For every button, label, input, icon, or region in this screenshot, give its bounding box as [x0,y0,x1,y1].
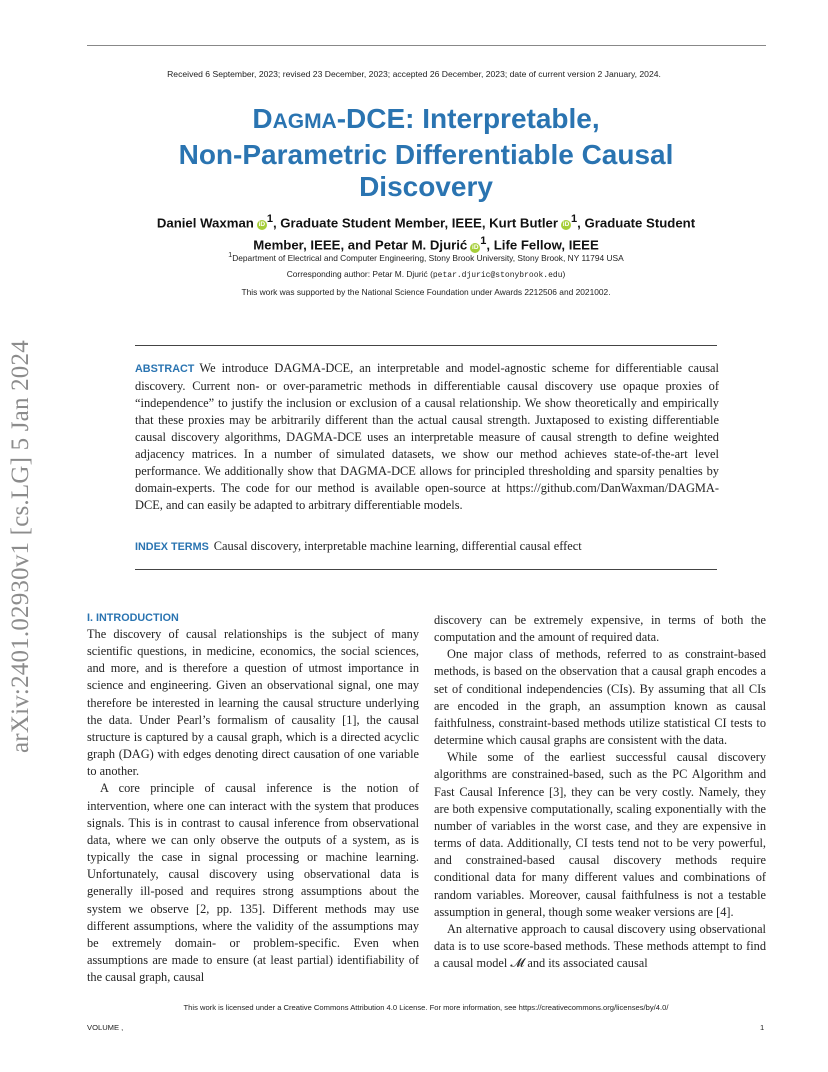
abstract-text: We introduce DAGMA-DCE, an interpretable and model-agnostic scheme for differentiable causal discovery. Current non- or over-parametric methods in differentiable causal discovery use opaque proxies of “independence” to justify the inclusion or exclusion of a causal relationship. We show theoretically and empirically that these proxies may be arbitrarily different than the actual causal strength. Juxtaposed to existing differentiable causal discovery algorithms, DAGMA-DCE uses an interpretable measure of causal strength to define weighted adjacency matrices. In a number of simulated datasets, we show our method achieves state-of-the-art level performance. We additionally show that DAGMA-DCE allows for principled thresholding and sparsity penalties by domain-experts. The code for our method is available open-source at https://github.com/DanWaxman/DAGMA-DCE, and can easily be adapted to arbitrary differentiable models. [135,361,719,513]
abstract-top-rule [135,345,717,346]
page-number: 1 [760,1023,765,1032]
left-column [87,611,419,986]
abstract-bottom-rule [135,569,717,570]
author-name: Daniel Waxman [156,215,254,231]
affiliation-mark: 1 [228,252,233,259]
paper-title [0,103,828,204]
orcid-icon[interactable]: iD [562,221,570,229]
author-affiliation-mark: 1 [266,213,273,225]
funding-note: This work was supported by the National Science Foundation under Awards 2212506 and 2021002. [241,287,611,297]
author-role: , Graduate Student Member, IEEE, [272,215,486,231]
title-prefix-smallcaps: AGMA [272,110,337,133]
corresponding-email[interactable]: petar.djuric@stonybrook.edu [432,271,563,280]
abstract [135,360,719,514]
abstract-label: ABSTRACT [135,363,195,375]
corresponding-author [0,269,828,280]
author-affiliation-mark: 1 [480,235,487,248]
body-paragraph: The discovery of causal relationships is the subject of many scientific questions, in medicine, economics, the social sciences, and more, and is therefore a question of utmost importance in science and engineering. Given an observational signal, one may therefore be interested in learning the causal structure underlying the data. Under Pearl’s formalism of causality [1], the causal structure is captured by a causal graph, which is a directed acyclic graph (DAG) with edges denoting direct causation of one variable to another. [87,627,419,779]
author-role: , Life Fellow, IEEE [486,237,599,253]
title-prefix-cap: D [252,103,273,134]
right-column [434,612,766,972]
orcid-icon[interactable]: iD [472,243,479,251]
author-role: , Graduate Student Member, IEEE, and [253,215,696,253]
header-rule [87,45,766,46]
title-line-1-rest: -DCE: Interpretable, [336,103,600,134]
title-line-3: Discovery [359,171,493,202]
title-line-2: Non-Parametric Differentiable Causal [178,138,674,170]
body-paragraph: A core principle of causal inference is the notion of intervention, where one can interact with the system that produces signals. This is in contrast to causal inference from observational data, where we can only observe the outputs of a system, as is typically the case in signal processing or machine learning. Unfortunately, causal discovery using observational data is generally ill-posed and requires strong assumptions about the system we observe [2, pp. 135]. Different methods may use different assumptions, where the validity of the assumptions may be extremely domain- or problem-specific. Even when assumptions are made to ensure (at least partial) identifiability of the causal graph, causal [87,781,419,985]
author-affiliation-mark: 1 [571,213,578,225]
index-terms-label: INDEX TERMS [135,541,209,553]
corresponding-close: ) [562,269,566,279]
author-name: Kurt Butler [489,215,559,231]
received-dates: Received 6 September, 2023; revised 23 December, 2023; accepted 26 December, 2023; date of current version 2 January, 2024. [167,69,661,79]
affiliation-text: Department of Electrical and Computer Engineering, Stony Brook University, Stony Brook, NY 11794 USA [232,252,624,263]
orcid-icon[interactable]: iD [258,221,266,229]
body-paragraph: One major class of methods, referred to as constraint-based methods, is based on the observation that a causal graph encodes a set of conditional independencies (CIs). By assuming that all CIs are encoded in the graph, an assumption known as causal faithfulness, constraint-based methods utilize statistical CI tests to determine which causal graphs are consistent with the data. [434,647,766,748]
affiliation [0,252,828,263]
corresponding-label: Corresponding author: Petar M. Djurić ( [286,269,433,279]
author-list [130,210,722,255]
section-heading: I. INTRODUCTION [87,612,179,624]
arxiv-stamp: arXiv:2401.02930v1 [cs.LG] 5 Jan 2024 [7,340,34,753]
index-terms [135,538,719,556]
author-name: Petar M. Djurić [374,237,468,253]
body-paragraph: discovery can be extremely expensive, in terms of both the computation and the amount of required data. [434,613,766,645]
body-paragraph: An alternative approach to causal discovery using observational data is to use score-based methods. These methods attempt to find a causal model 𝓜 and its associated causal [434,921,766,971]
body-paragraph: While some of the earliest successful causal discovery algorithms are constrained-based, such as the PC Algorithm and Fast Causal Inference [3], they can be very costly. Namely, they are both expensive computationally, scaling exponentially with the number of variables in the worst case, and they are expensive in terms of data. Additionally, CI tests tend not to be very powerful, and constrained-based causal discovery methods require conditional data for many different values and combinations of random variables. Moreover, causal faithfulness is not a testable assumption in general, though some weaker versions are [4]. [434,750,766,919]
footer-volume: VOLUME , [87,1023,124,1032]
index-terms-text: Causal discovery, interpretable machine learning, differential causal effect [213,539,582,553]
license-note: This work is licensed under a Creative Commons Attribution 4.0 License. For more information, see https://creativecommons.org/licenses/by/4.0/ [183,1003,669,1012]
title-line-1 [0,103,828,139]
